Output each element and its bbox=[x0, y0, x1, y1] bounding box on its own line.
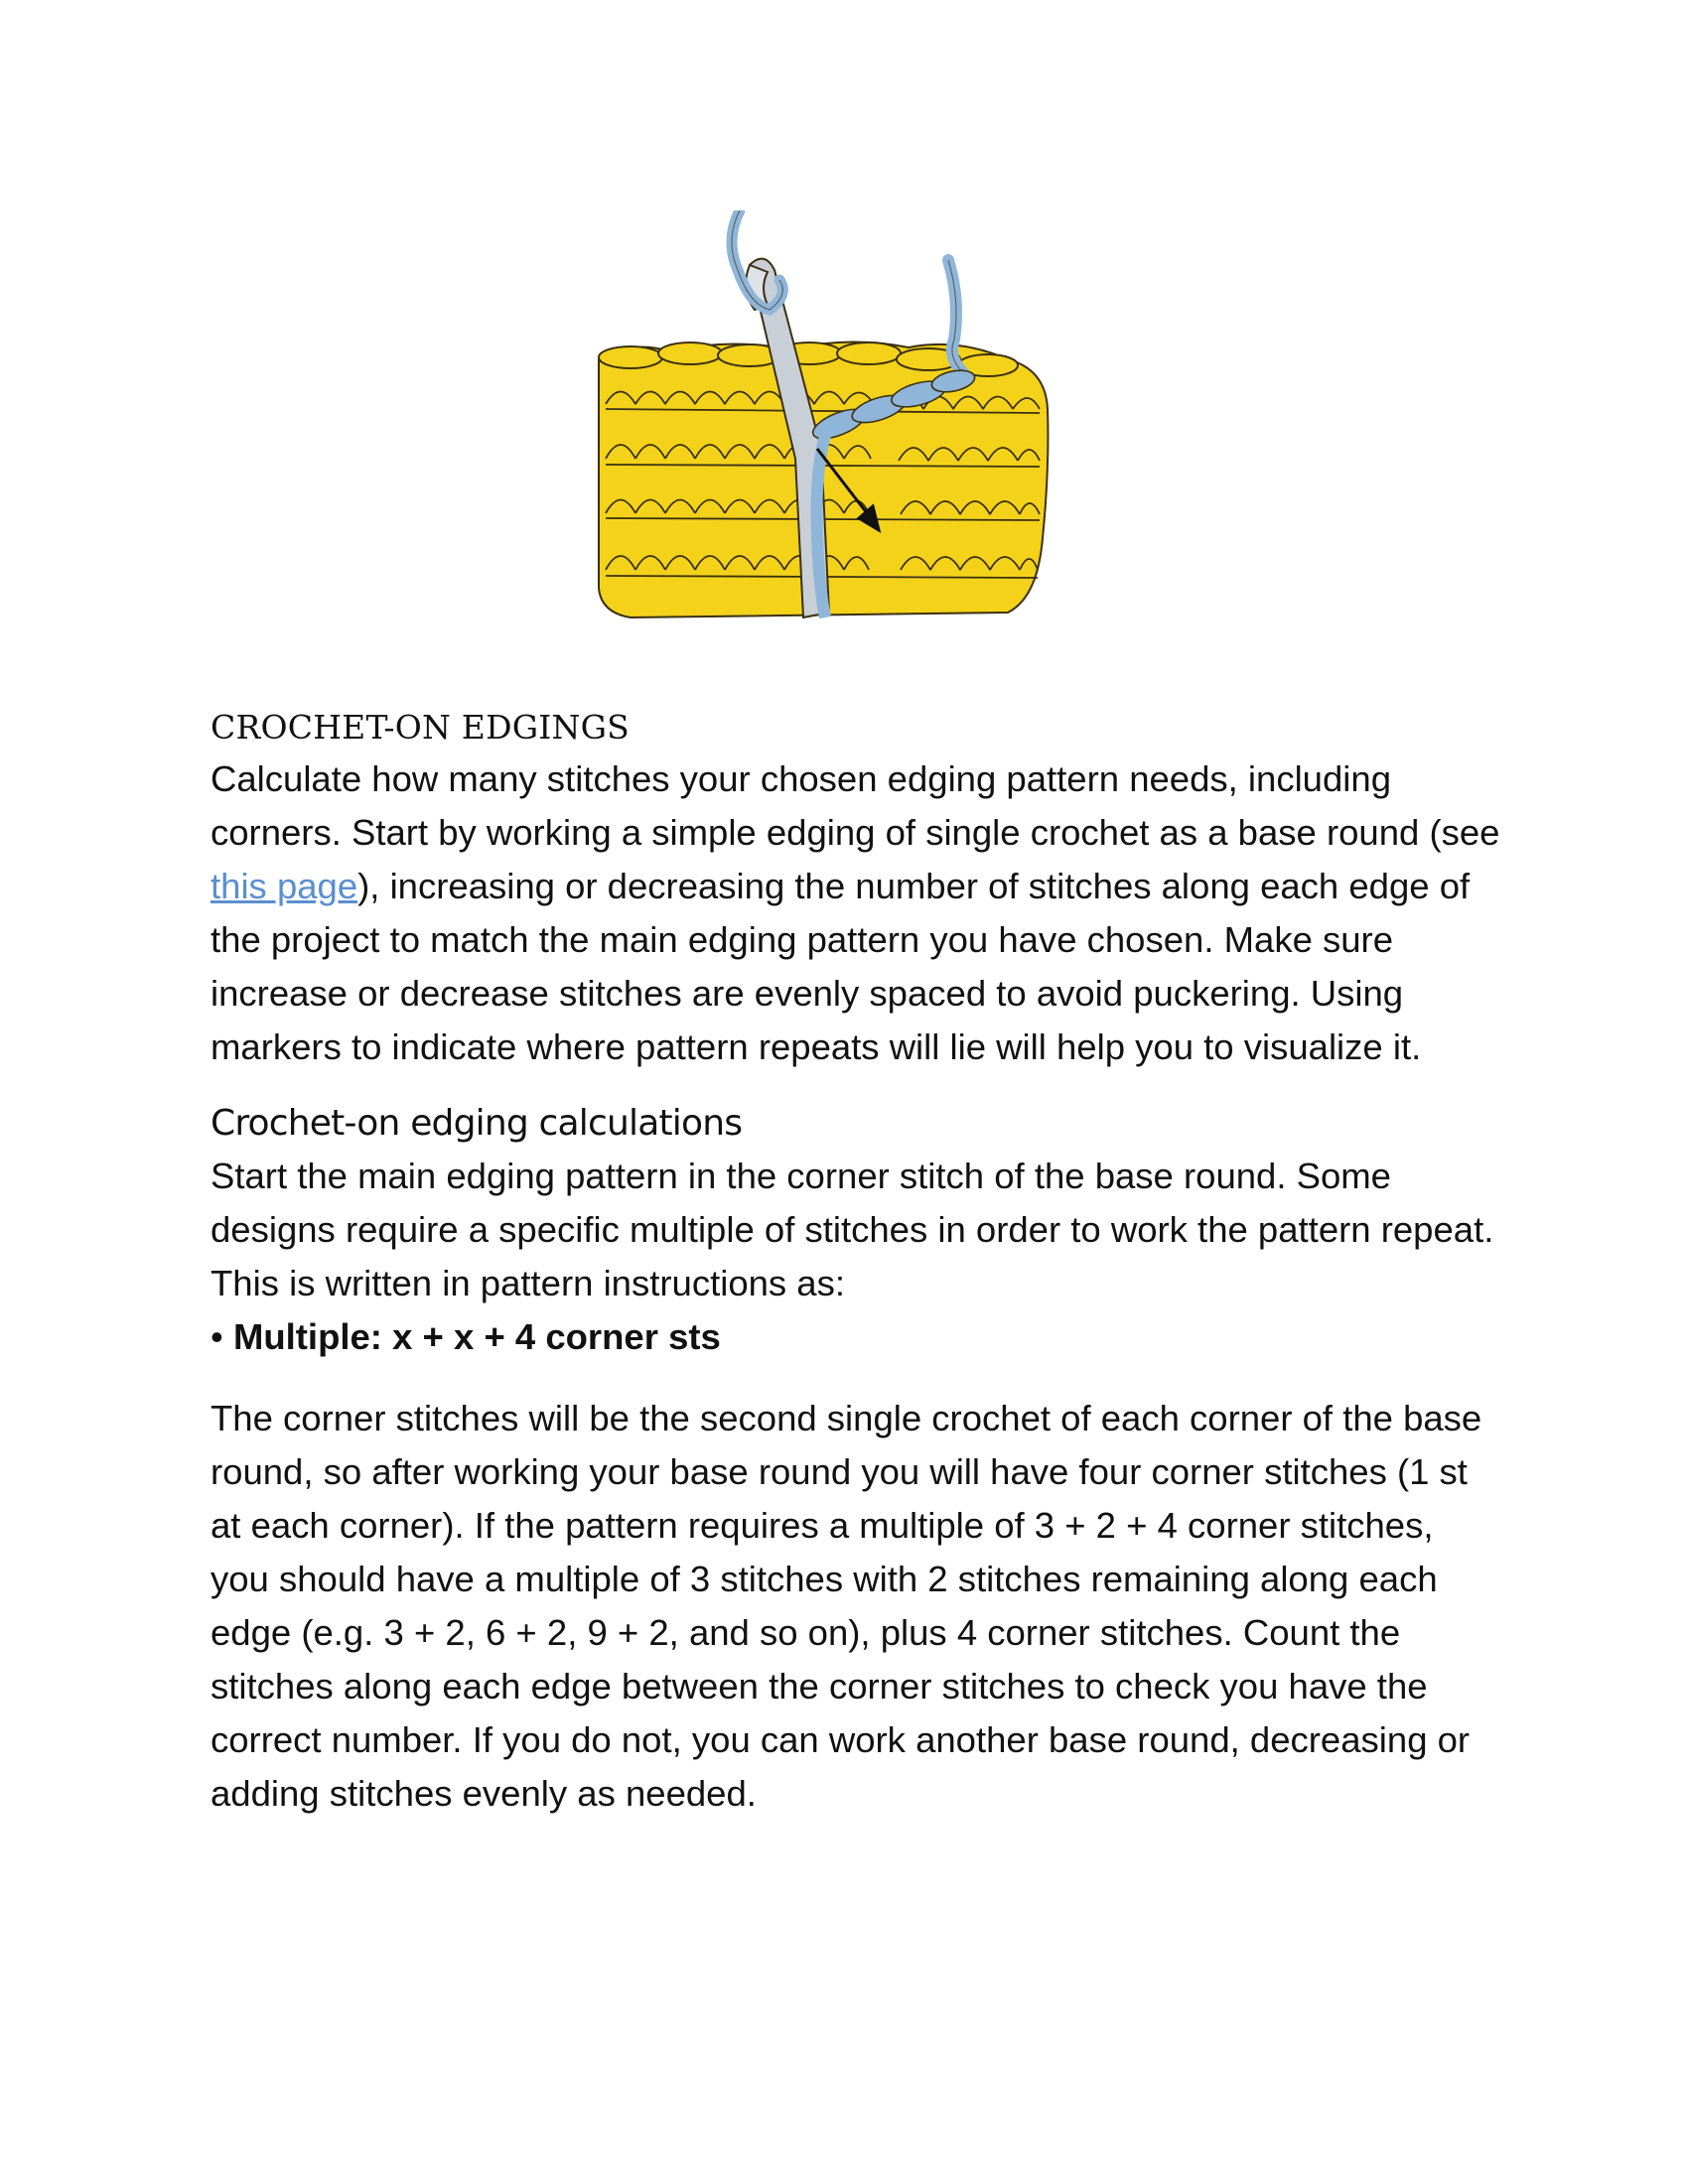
intro-text-end: ), increasing or decreasing the number of stitches along each edge of the project to match the main edging pattern you have chosen. Make sure increase or decrease stitches are evenly spaced to avoid puckering. Using markers to indicate where pattern repeats will lie will help you to visualize it. bbox=[211, 866, 1471, 1067]
section-title: CROCHET-ON EDGINGS bbox=[211, 708, 630, 747]
corner-stitches-paragraph: The corner stitches will be the second single crochet of each corner of the base round, so after working your base round you will have four corner stitches (1 st at each corner). If the pattern requires a multiple of 3 + 2 + 4 corner stitches, you should have a multiple of 3 stitches with 2 stitches remaining along each edge (e.g. 3 + 2, 6 + 2, 9 + 2, and so on), plus 4 corner stitches. Count the stitches along each edge between the corner stitches to check you have the correct number. If you do not, you can work another base round, decreasing or adding stitches evenly as needed. bbox=[211, 1398, 1482, 1814]
bullet-text: Multiple: x + x + 4 corner sts bbox=[232, 1316, 721, 1357]
subsection-title: Crochet-on edging calculations bbox=[211, 1103, 743, 1144]
subsection-intro: Start the main edging pattern in the corner stitch of the base round. Some designs require a specific multiple of stitches in order to work the pattern repeat. This is written in pattern instructions as: bbox=[211, 1156, 1494, 1303]
bullet-marker: • bbox=[211, 1316, 223, 1357]
intro-text-start: Calculate how many stitches your chosen edging pattern needs, including corners. Start by working a simple edging of single crochet as a base round (see bbox=[211, 758, 1500, 853]
intro-paragraph bbox=[211, 752, 1501, 1074]
crochet-edging-illustration bbox=[591, 210, 1077, 627]
this-page-link[interactable]: this page bbox=[211, 866, 358, 906]
page-content bbox=[211, 703, 1501, 1821]
multiple-bullet bbox=[211, 1310, 1501, 1364]
